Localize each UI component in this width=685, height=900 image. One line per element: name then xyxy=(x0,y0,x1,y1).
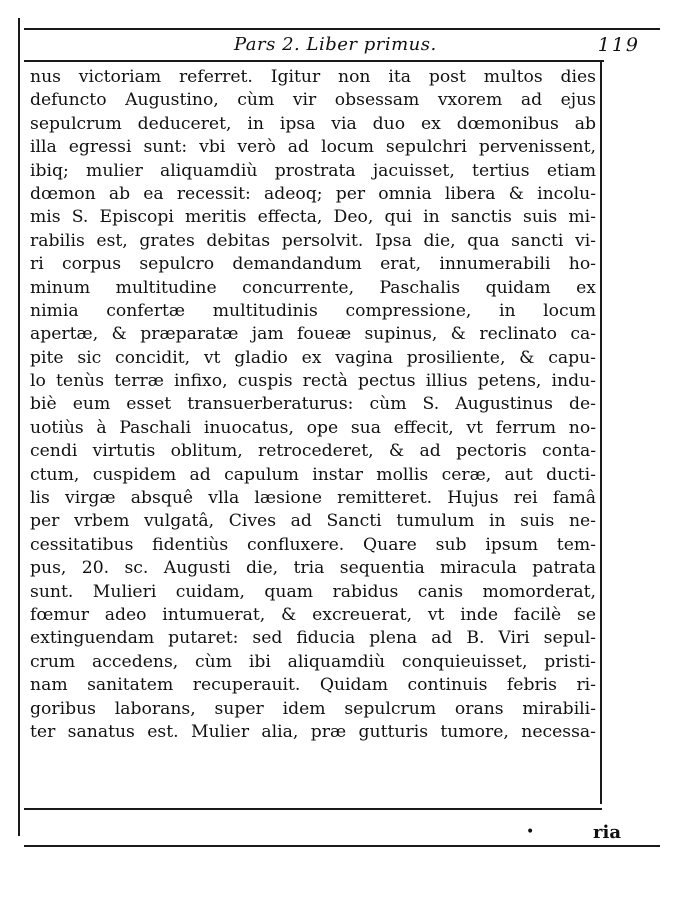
running-title: Pars 2. Liber primus. xyxy=(234,34,437,55)
header-divider-rule xyxy=(24,60,604,62)
text-line: defuncto Augustino, cùm vir obsessam vxorem ad ejus xyxy=(30,90,596,111)
page-number: 119 xyxy=(597,34,640,56)
text-line: nam sanitatem recuperauit. Quidam continuis febris ri- xyxy=(30,675,596,696)
left-border-rule xyxy=(18,18,20,836)
text-line: pite sic concidit, vt gladio ex vagina prosiliente, & capu- xyxy=(30,347,596,368)
text-line: nimia confertæ multitudinis compressione, in locum xyxy=(30,300,596,321)
bottom-inner-rule xyxy=(24,808,602,810)
bottom-outer-rule xyxy=(24,845,660,847)
top-border-rule xyxy=(24,28,660,30)
text-line: sepulcrum deduceret, in ipsa via duo ex dœmonibus ab xyxy=(30,113,596,134)
text-line: illa egressi sunt: vbi verò ad locum sepulchri pervenissent, xyxy=(30,137,596,158)
text-line: nus victoriam referret. Igitur non ita post multos dies xyxy=(30,67,596,87)
text-line: ri corpus sepulcro demandandum erat, innumerabili ho- xyxy=(30,254,596,275)
text-line: per vrbem vulgatâ, Cives ad Sancti tumulum in suis ne- xyxy=(30,511,596,532)
text-line: apertæ, & præparatæ jam foueæ supinus, & reclinato ca- xyxy=(30,324,596,345)
text-line: sunt. Mulieri cuidam, quam rabidus canis momorderat, xyxy=(30,581,596,602)
text-line: uotiùs à Paschali inuocatus, ope sua effecit, vt ferrum no- xyxy=(30,417,596,438)
text-line: goribus laborans, super idem sepulcrum orans mirabili- xyxy=(30,698,596,719)
text-line: extinguendam putaret: sed fiducia plena ad B. Viri sepul- xyxy=(30,628,596,649)
text-line: crum accedens, cùm ibi aliquamdiù conquieuisset, pristi- xyxy=(30,651,596,672)
page-header xyxy=(24,32,660,58)
signature-dot: • xyxy=(526,824,535,840)
body-text xyxy=(30,66,596,744)
text-line: ter sanatus est. Mulier alia, præ gutturis tumore, necessa- xyxy=(30,721,596,742)
text-line: biè eum esset transuerberaturus: cùm S. Augustinus de- xyxy=(30,394,596,415)
text-line: rabilis est, grates debitas persolvit. Ipsa die, qua sancti vi- xyxy=(30,230,596,251)
text-line: pus, 20. sc. Augusti die, tria sequentia miracula patrata xyxy=(30,558,596,579)
text-line: minum multitudine concurrente, Paschalis quidam ex xyxy=(30,277,596,298)
text-line: ibiq; mulier aliquamdiù prostrata jacuisset, tertius etiam xyxy=(30,160,596,181)
text-line: lis virgæ absquê vlla læsione remitteret. Hujus rei famâ xyxy=(30,488,596,509)
text-line: lo tenùs terræ infixo, cuspis rectà pectus illius petens, indu- xyxy=(30,371,596,392)
text-line: cendi virtutis oblitum, retrocederet, & ad pectoris conta- xyxy=(30,441,596,462)
text-line: ctum, cuspidem ad capulum instar mollis ceræ, aut ducti- xyxy=(30,464,596,485)
page-frame xyxy=(18,10,666,850)
text-line: fœmur adeo intumuerat, & excreuerat, vt inde facilè se xyxy=(30,604,596,625)
text-line: cessitatibus fidentiùs confluxere. Quare sub ipsum tem- xyxy=(30,534,596,555)
right-border-rule xyxy=(600,62,602,804)
text-line: dœmon ab ea recessit: adeoq; per omnia libera & incolu- xyxy=(30,183,596,204)
catchword: ria xyxy=(593,822,621,843)
text-line: mis S. Episcopi meritis effecta, Deo, qui in sanctis suis mi- xyxy=(30,207,596,228)
